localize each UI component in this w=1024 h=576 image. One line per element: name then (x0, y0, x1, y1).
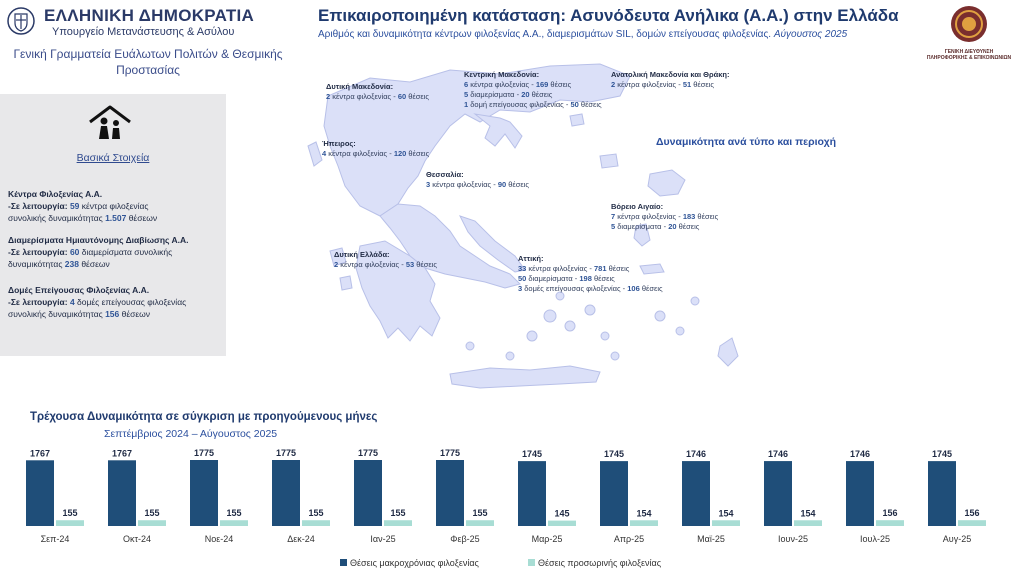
x-tick-label: Ιουν-25 (778, 534, 808, 544)
bar-temporary (56, 520, 84, 526)
data-label-temporary: 154 (800, 508, 816, 519)
page-subtitle: Αριθμός και δυναμικότητα κέντρων φιλοξενίας Α.Α., διαμερισμάτων SIL, δομών επείγουσας φιλοξενίας. Αύγουστος 2025 (318, 29, 848, 40)
sil-facts: Διαμερίσματα Ημιαυτόνομης Διαβίωσης Α.Α. -Σε λειτουργία: 60 διαμερίσματα συνολικής δυναμικότητας 238 θέσεων (8, 235, 189, 269)
x-tick-label: Οκτ-24 (122, 534, 152, 544)
bar-long-term (436, 460, 464, 526)
data-label-long-term: 1746 (849, 449, 871, 460)
region-thessalia: Θεσσαλία: 3 κέντρα φιλοξενίας - 90 θέσεις (426, 170, 530, 189)
region-voreio-aigaio: Βόρειο Αιγαίο: 7 κέντρα φιλοξενίας - 183 θέσεις 5 διαμερίσματα - 20 θέσεις (611, 202, 719, 231)
bar-temporary (548, 521, 576, 526)
data-label-temporary: 154 (718, 508, 734, 519)
zakynthos (340, 276, 352, 290)
bar-temporary (794, 520, 822, 526)
directorate-logo: ΓΕΝΙΚΗ ΔΙΕΥΘΥΝΣΗ ΠΛΗΡΟΦΟΡΙΚΗΣ & ΕΠΙΚΟΙΝΩΝΙΩΝ (922, 4, 1016, 68)
brand-subtitle: Υπουργείο Μετανάστευσης & Ασύλου (52, 26, 235, 38)
bar-long-term (928, 461, 956, 526)
family-house-icon (88, 104, 132, 142)
data-label-long-term: 1746 (767, 449, 789, 460)
centers-facts: Κέντρα Φιλοξενίας Α.Α. -Σε λειτουργία: 59 κέντρα φιλοξενίας συνολικής δυναμικότητας 1.507 θέσεων (8, 189, 158, 223)
x-tick-label: Δεκ-24 (287, 534, 315, 544)
coat-of-arms-icon (6, 6, 36, 36)
bar-long-term (26, 460, 54, 526)
data-label-long-term: 1775 (439, 448, 461, 458)
x-tick-label: Ιουλ-25 (860, 534, 890, 544)
x-tick-label: Μαϊ-25 (697, 534, 725, 544)
bar-long-term (518, 461, 546, 526)
bar-temporary (138, 520, 166, 526)
data-label-long-term: 1767 (29, 448, 51, 459)
bar-long-term (354, 460, 382, 526)
rhodes (718, 338, 738, 366)
chart-title: Τρέχουσα Δυναμικότητα σε σύγκριση με προηγούμενους μήνες (30, 411, 378, 423)
data-label-temporary: 155 (62, 508, 78, 519)
region-anatoliki-makedonia: Ανατολική Μακεδονία και Θράκη: 2 κέντρα φιλοξενίας - 51 θέσεις (611, 70, 730, 89)
lemnos (600, 154, 618, 168)
x-tick-label: Αυγ-25 (942, 534, 972, 544)
data-label-temporary: 155 (226, 508, 242, 519)
data-label-long-term: 1775 (275, 448, 297, 458)
data-label-long-term: 1745 (603, 449, 625, 460)
bar-temporary (302, 520, 330, 526)
bar-temporary (712, 520, 740, 526)
legend-swatch-temporary (528, 559, 535, 566)
data-label-long-term: 1746 (685, 449, 707, 460)
bar-long-term (190, 460, 218, 526)
corfu (308, 142, 322, 166)
region-dytiki-ellada: Δυτική Ελλάδα: 2 κέντρα φιλοξενίας - 53 θέσεις (334, 250, 438, 269)
x-tick-label: Απρ-25 (613, 534, 645, 544)
data-label-temporary: 156 (964, 508, 980, 519)
x-tick-label: Φεβ-25 (450, 534, 480, 544)
bar-temporary (630, 520, 658, 526)
key-facts-heading: Βασικά Στοιχεία (76, 152, 150, 164)
directorate-emblem-icon (949, 4, 989, 44)
chart-subtitle: Σεπτέμβριος 2024 – Αύγουστος 2025 (104, 428, 278, 440)
region-dytiki-makedonia: Δυτική Μακεδονία: 2 κέντρα φιλοξενίας - 60 θέσεις (326, 82, 430, 101)
legend-label-long-term: Θέσεις μακροχρόνιας φιλοξενίας (350, 558, 479, 568)
chalkidiki (475, 114, 522, 148)
data-label-long-term: 1745 (521, 449, 543, 460)
bar-long-term (764, 461, 792, 526)
data-label-temporary: 156 (882, 508, 898, 519)
data-label-temporary: 155 (390, 508, 406, 519)
secretariat-title: Γενική Γραμματεία Ευάλωτων Πολιτών & Θεσμικής Προστασίας (13, 47, 283, 77)
capacity-bar-chart (0, 440, 1024, 576)
x-tick-label: Νοε-24 (204, 534, 234, 544)
data-label-long-term: 1745 (931, 449, 953, 460)
bar-long-term (108, 460, 136, 526)
region-kentriki-makedonia: Κεντρική Μακεδονία: 6 κέντρα φιλοξενίας - 169 θέσεις 5 διαμερίσματα - 20 θέσεις 1 δομή επείγουσας φιλοξενίας - 50 θέσεις (464, 70, 602, 109)
emergency-facts: Δομές Επείγουσας Φιλοξενίας Α.Α. -Σε λειτουργία: 4 δομές επείγουσας φιλοξενίας συνολικής δυναμικότητας 156 θέσεων (8, 285, 187, 319)
bar-temporary (958, 520, 986, 526)
data-label-temporary: 155 (308, 508, 324, 519)
bar-temporary (384, 520, 412, 526)
lesvos (648, 170, 685, 196)
data-label-temporary: 145 (554, 508, 570, 519)
bar-long-term (600, 461, 628, 526)
bar-temporary (876, 520, 904, 526)
legend-label-temporary: Θέσεις προσωρινής φιλοξενίας (538, 558, 662, 568)
bar-temporary (220, 520, 248, 526)
bar-long-term (846, 461, 874, 526)
bar-long-term (272, 460, 300, 526)
data-label-long-term: 1775 (357, 448, 379, 458)
x-tick-label: Σεπ-24 (40, 534, 70, 544)
data-label-temporary: 155 (144, 508, 160, 519)
data-label-temporary: 154 (636, 508, 652, 519)
region-ipeiros: Ήπειρος: 4 κέντρα φιλοξενίας - 120 θέσεις (322, 139, 430, 158)
region-attiki: Αττική: 33 κέντρα φιλοξενίας - 781 θέσεις 50 διαμερίσματα - 198 θέσεις 3 δομές επείγουσας φιλοξενίας - 106 θέσεις (518, 254, 663, 293)
bar-long-term (682, 461, 710, 526)
legend-swatch-long-term (340, 559, 347, 566)
brand-title: ΕΛΛΗΝΙΚΗ ΔΗΜΟΚΡΑΤΙΑ (44, 6, 255, 25)
data-label-temporary: 155 (472, 508, 488, 519)
x-tick-label: Ιαν-25 (370, 534, 396, 544)
data-label-long-term: 1767 (111, 448, 133, 459)
crete (450, 366, 600, 388)
bar-temporary (466, 520, 494, 526)
map-caption: Δυναμικότητα ανά τύπο και περιοχή (656, 136, 837, 148)
x-tick-label: Μαρ-25 (531, 534, 563, 544)
data-label-long-term: 1775 (193, 448, 215, 458)
page-title: Επικαιροποιημένη κατάσταση: Ασυνόδευτα Ανήλικα (Α.Α.) στην Ελλάδα (318, 6, 899, 25)
thasos (570, 114, 584, 126)
